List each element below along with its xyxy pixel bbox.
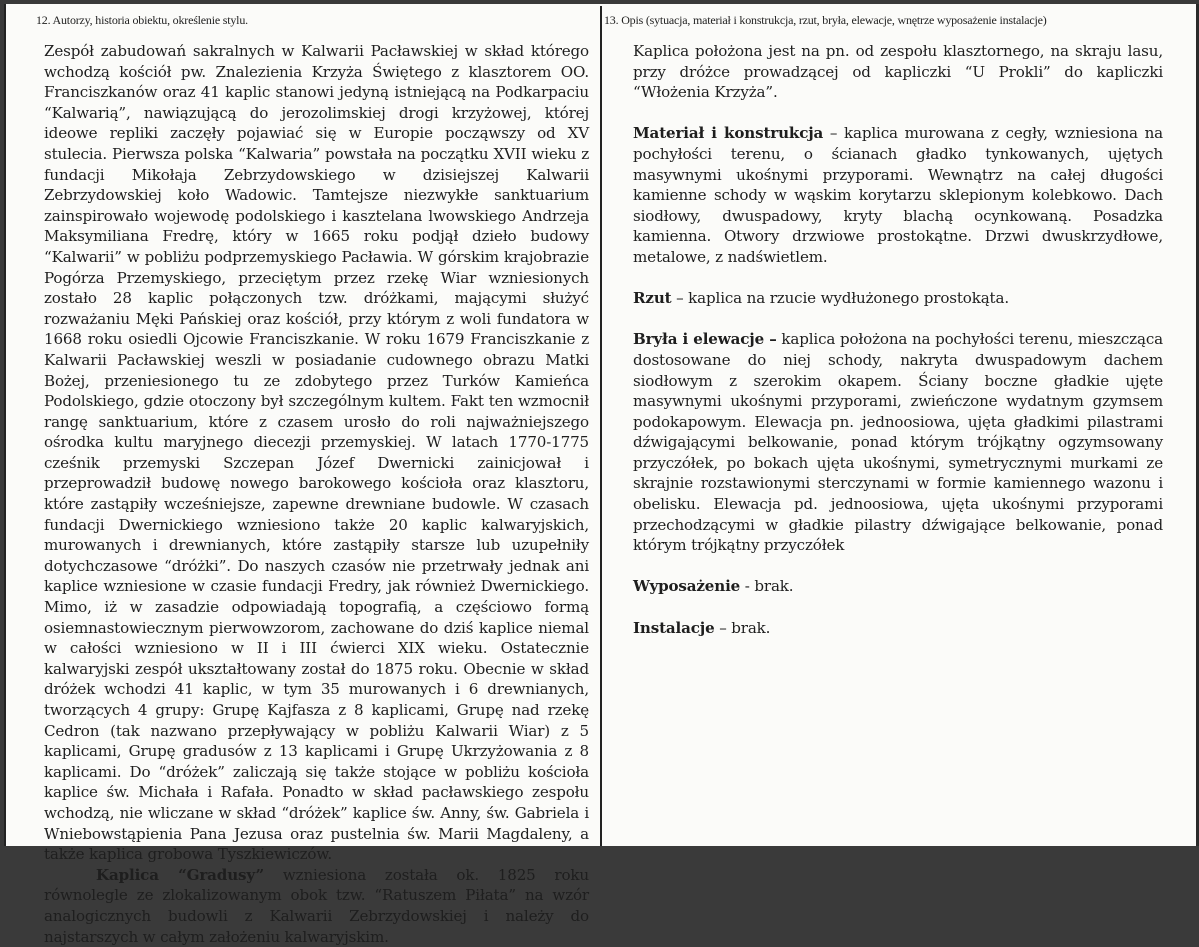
material-label: Materiał i konstrukcja xyxy=(633,124,824,143)
installations-label: Instalacje xyxy=(633,618,715,637)
history-section xyxy=(6,4,600,946)
gradusy-title: Kaplica “Gradusy” xyxy=(96,865,265,884)
furnishings-label: Wyposażenie xyxy=(633,577,741,596)
material-paragraph xyxy=(633,123,1163,267)
situation-paragraph: Kaplica położona jest na pn. od zespołu klasztornego, na skraju lasu, przy dróżce prowadzącej od kapliczki “U Prokli” do kapliczki “Włożenia Krzyża”. xyxy=(633,42,1163,102)
description-section xyxy=(602,4,1196,846)
massing-paragraph xyxy=(633,329,1163,556)
history-text xyxy=(44,41,589,947)
plan-text: – kaplica na rzucie wydłużonego prostokąta. xyxy=(671,289,1009,308)
furnishings-paragraph xyxy=(633,576,1163,597)
gradusy-paragraph xyxy=(44,865,589,947)
massing-label: Bryła i elewacje – xyxy=(633,330,777,349)
plan-label: Rzut xyxy=(633,289,672,308)
material-text: – kaplica murowana z cegły, wzniesiona na pochyłości terenu, o ścianach gładko tynkowanych, ujętych masywnymi ukośnymi przyporami. Wewnątrz na całej długości kamienne schody w wąskim korytarzu sklepionym kolebkowo. Dach siodłowy, dwuspadowy, kryty blachą ocynkowaną. Posadzka kamienna. Otwory drzwiowe prostokątne. Drzwi dwuskrzydłowe, metalowe, z nadświetlem. xyxy=(633,124,1163,266)
document-page xyxy=(4,4,1199,946)
description-text xyxy=(633,41,1163,638)
history-paragraph: Zespół zabudowań sakralnych w Kalwarii Pacławskiej w skład którego wchodzą kościół pw. Znalezienia Krzyża Świętego z klasztorem OO. Franciszkanów oraz 41 kaplic stanowi jedyną istniejącą na Podkarpaciu “Kalwarią”, nawiązującą do jerozolimskiej drogi krzyżowej, której ideowe repliki zaczęły pojawiać się w Europie począwszy od XV stulecia. Pierwsza polska “Kalwaria” powstała na początku XVII wieku z fundacji Mikołaja Zebrzydowskiego w dzisiejszej Kalwarii Zebrzydowskiej koło Wadowic. Tamtejsze niezwykłe sanktuarium zainspirowało wojewodę podolskiego i kasztelana lwowskiego Andrzeja Maksymiliana Fredrę, który w 1665 roku podjął dzieło budowy “Kalwarii” w pobliżu podprzemyskiego Pacławia. W górskim krajobrazie Pogórza Przemyskiego, przeciętym przez rzekę Wiar wzniesionych zostało 28 kaplic połączonych tzw. dróżkami, mającymi służyć rozważaniu Męki Pańskiej oraz kościół, przy którym z woli fundatora w 1668 roku osiedli Ojcowie Franciszkanie. W roku 1679 Franciszkanie z Kalwarii Pacławskiej weszli w posiadanie cudownego obrazu Matki Bożej, przeniesionego tu ze zdobytego przez Turków Kamieńca Podolskiego, gdzie otoczony był szczególnym kultem. Fakt ten wzmocnił rangę sanktuarium, które z czasem urosło do roli najważniejszego ośrodka kultu maryjnego diecezji przemyskiej. W latach 1770-1775 cześnik przemyski Szczepan Józef Dwernicki zainicjował i przeprowadził budowę nowego barokowego kościoła oraz klasztoru, które zastąpiły wcześniejsze, zapewne drewniane budowle. W czasach fundacji Dwernickiego wzniesiono także 20 kaplic kalwaryjskich, murowanych i drewnianych, które zastąpiły starsze lub uzupełniły dotychczasowe “dróżki”. Do naszych czasów nie przetrwały jednak ani kaplice wzniesione w czasie fundacji Fredry, jak również Dwernickiego. Mimo, iż w zasadzie odpowiadają topografią, a częściowo formą osiemnastowiecznym pierwowzorom, zachowane do dziś kaplice niemal w całości wzniesiono w II i III ćwierci XIX wieku. Ostatecznie kalwaryjski zespół ukształtowany został do 1875 roku. Obecnie w skład dróżek wchodzi 41 kaplic, w tym 35 murowanych i 6 drewnianych, tworzących 4 grupy: Grupę Kajfasza z 8 kaplicami, Grupę nad rzekę Cedron (tak nazwano przepływający w pobliżu Kalwarii Wiar) z 5 kaplicami, Grupę gradusów z 13 kaplicami i Grupę Ukrzyżowania z 8 kaplicami. Do “dróżek” zaliczają się także stojące w pobliżu kościoła kaplice św. Michała i Rafała. Ponadto w skład pacławskiego zespołu wchodzą, nie wliczane w skład “dróżek” kaplice św. Anny, św. Gabriela i Wniebowstąpienia Pana Jezusa oraz pustelnia św. Marii Magdaleny, a także kaplica grobowa Tyszkiewiczów. xyxy=(44,42,589,864)
massing-text: kaplica położona na pochyłości terenu, mieszcząca dostosowane do niej schody, nakryta dwuspadowym dachem siodłowym z szerokim okapem. Ściany boczne gładkie ujęte masywnymi ukośnymi przyporami, zwieńczone wydatnym gzymsem podokapowym. Elewacja pn. jednoosiowa, ujęta gładkimi pilastrami dźwigającymi belkowanie, ponad którym trójkątny ogzymsowany przyczółek, po bokach ujęta ukośnymi, symetrycznymi murkami ze skrajnie rozstawionymi sterczynami w formie kamiennego wazonu i obelisku. Elewacja pd. jednoosiowa, ujęta ukośnymi przyporami przechodzącymi w gładkie pilastry dźwigające belkowanie, ponad którym trójkątny przyczółek xyxy=(633,330,1163,555)
installations-paragraph xyxy=(633,618,1163,639)
plan-paragraph xyxy=(633,288,1163,309)
gradusy-text: wzniesiona została ok. 1825 roku równolegle ze zlokalizowanym obok tzw. “Ratuszem Piłata” na wzór analogicznych budowli z Kalwarii Zebrzydowskiej i należy do najstarszych w całym założeniu kalwaryjskim. xyxy=(44,865,589,946)
installations-text: – brak. xyxy=(714,618,771,637)
furnishings-text: - brak. xyxy=(740,577,794,596)
section-heading-12: 12. Autorzy, historia obiektu, określenie stylu. xyxy=(36,13,248,27)
section-heading-13: 13. Opis (sytuacja, materiał i konstrukcja, rzut, bryła, elewacje, wnętrze wyposażenie instalacje) xyxy=(604,13,1047,27)
